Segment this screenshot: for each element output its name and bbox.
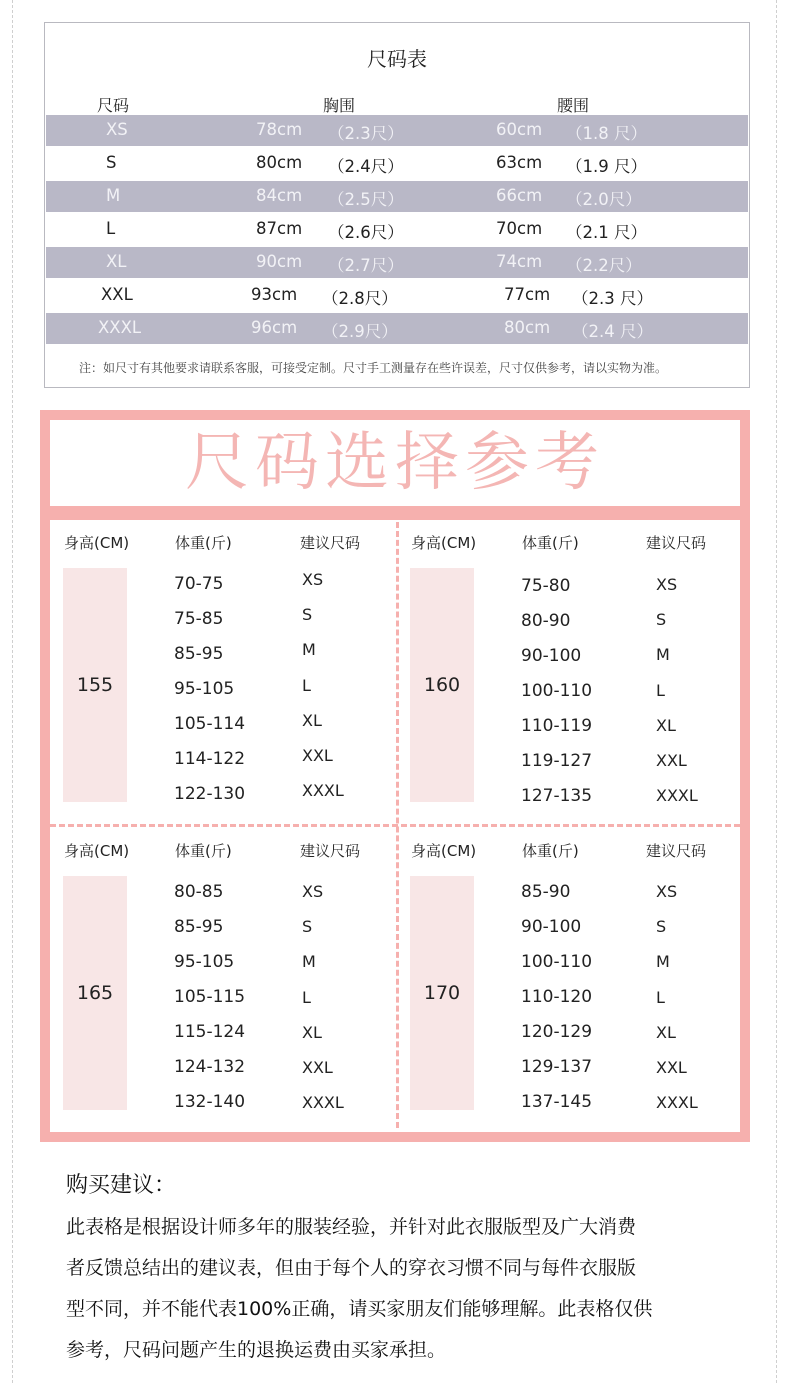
suggested-size: XS [656, 882, 678, 901]
col-size-label: 建议尺码 [646, 842, 707, 860]
weight-range: 115-124 [174, 1022, 246, 1042]
chest-cm-cell: 93cm [251, 285, 298, 304]
suggested-size: M [302, 640, 316, 659]
suggested-size: XL [656, 1023, 676, 1042]
suggested-size: S [656, 917, 667, 936]
advice-line: 者反馈总结出的建议表，但由于每个人的穿衣习惯不同与每件衣服版 [66, 1257, 637, 1279]
weight-range: 75-85 [174, 609, 224, 629]
suggested-size: M [656, 645, 670, 664]
size-cell: XS [106, 120, 128, 139]
suggested-size: L [656, 988, 665, 1007]
page-edge-right [776, 0, 777, 1383]
chest-chi-cell: （2.6尺） [328, 223, 404, 242]
weight-range: 114-122 [174, 749, 246, 769]
size-chart-title: 尺码表 [367, 47, 427, 71]
suggested-size: M [656, 952, 670, 971]
size-cell: XXXL [98, 318, 142, 337]
advice-line: 参考，尺码问题产生的退换运费由买家承担。 [66, 1339, 447, 1361]
chest-cm-cell: 80cm [256, 153, 303, 172]
weight-range: 119-127 [521, 751, 593, 771]
weight-range: 110-120 [521, 987, 593, 1007]
col-height-label: 身高(CM) [411, 534, 477, 552]
weight-range: 70-75 [174, 574, 224, 594]
weight-range: 120-129 [521, 1022, 593, 1042]
table-row [46, 247, 748, 278]
weight-range: 75-80 [521, 576, 571, 596]
advice-text [66, 1207, 756, 1371]
suggested-size: XL [302, 1023, 322, 1042]
suggested-size: XS [302, 570, 324, 589]
divider-horizontal [50, 824, 740, 827]
waist-chi-cell: （1.8 尺） [566, 124, 647, 143]
weight-range: 122-130 [174, 784, 246, 804]
weight-range: 105-114 [174, 714, 246, 734]
waist-chi-cell: （2.3 尺） [572, 289, 653, 308]
suggested-size: XL [302, 711, 322, 730]
height-value: 165 [76, 982, 114, 1004]
waist-cm-cell: 74cm [496, 252, 543, 271]
suggested-size: L [302, 676, 311, 695]
size-cell: XXL [101, 285, 133, 304]
waist-cm-cell: 77cm [504, 285, 551, 304]
page-edge-left [12, 0, 13, 1383]
size-chart [44, 22, 750, 388]
table-row [46, 313, 748, 344]
height-box [410, 568, 474, 802]
waist-chi-cell: （1.9 尺） [566, 157, 647, 176]
weight-range: 80-90 [521, 611, 571, 631]
suggested-size: XXXL [302, 1093, 344, 1112]
chest-chi-cell: （2.4尺） [328, 157, 404, 176]
suggested-size: XXXL [656, 1093, 698, 1112]
weight-range: 85-95 [174, 644, 224, 664]
weight-range: 100-110 [521, 681, 593, 701]
size-cell: S [106, 153, 117, 172]
waist-chi-cell: （2.1 尺） [566, 223, 647, 242]
suggested-size: XL [656, 716, 676, 735]
col-weight-label: 体重(斤) [175, 534, 232, 552]
weight-range: 129-137 [521, 1057, 593, 1077]
size-chart-note: 注：如尺寸有其他要求请联系客服，可接受定制。尺寸手工测量存在些许误差，尺寸仅供参考，请以实物为准。 [79, 361, 668, 375]
table-row [46, 148, 748, 179]
height-value: 155 [76, 674, 114, 696]
col-size-label: 建议尺码 [646, 534, 707, 552]
suggested-size: XS [656, 575, 678, 594]
weight-range: 80-85 [174, 882, 224, 902]
header-waist: 腰围 [557, 96, 590, 115]
col-size-label: 建议尺码 [300, 534, 361, 552]
suggested-size: S [656, 610, 667, 629]
waist-chi-cell: （2.4 尺） [572, 322, 653, 341]
waist-chi-cell: （2.0尺） [566, 190, 642, 209]
height-box [63, 568, 127, 802]
chest-cm-cell: 90cm [256, 252, 303, 271]
size-guide-header [50, 420, 740, 506]
height-value: 160 [423, 674, 461, 696]
chest-cm-cell: 78cm [256, 120, 303, 139]
weight-range: 124-132 [174, 1057, 246, 1077]
col-weight-label: 体重(斤) [522, 842, 579, 860]
weight-range: 105-115 [174, 987, 246, 1007]
weight-range: 110-119 [521, 716, 593, 736]
weight-range: 132-140 [174, 1092, 246, 1112]
size-cell: L [106, 219, 116, 238]
height-box [63, 876, 127, 1110]
weight-range: 85-90 [521, 882, 571, 902]
weight-range: 100-110 [521, 952, 593, 972]
waist-cm-cell: 66cm [496, 186, 543, 205]
table-row [46, 115, 748, 146]
col-height-label: 身高(CM) [64, 842, 130, 860]
waist-chi-cell: （2.2尺） [566, 256, 642, 275]
height-box [410, 876, 474, 1110]
table-row [46, 214, 748, 245]
chest-chi-cell: （2.7尺） [328, 256, 404, 275]
suggested-size: M [302, 952, 316, 971]
chest-chi-cell: （2.5尺） [328, 190, 404, 209]
table-row [46, 280, 748, 311]
height-value: 170 [423, 982, 461, 1004]
col-weight-label: 体重(斤) [175, 842, 232, 860]
col-weight-label: 体重(斤) [522, 534, 579, 552]
weight-range: 95-105 [174, 952, 235, 972]
chest-chi-cell: （2.8尺） [322, 289, 398, 308]
advice-line: 此表格是根据设计师多年的服装经验，并针对此衣服版型及广大消费 [66, 1216, 637, 1238]
suggested-size: XXL [302, 746, 333, 765]
weight-range: 137-145 [521, 1092, 593, 1112]
weight-range: 95-105 [174, 679, 235, 699]
suggested-size: L [302, 988, 311, 1007]
col-size-label: 建议尺码 [300, 842, 361, 860]
suggested-size: XXL [656, 751, 687, 770]
waist-cm-cell: 60cm [496, 120, 543, 139]
waist-cm-cell: 63cm [496, 153, 543, 172]
chest-chi-cell: （2.3尺） [328, 124, 404, 143]
chest-cm-cell: 84cm [256, 186, 303, 205]
col-height-label: 身高(CM) [411, 842, 477, 860]
weight-range: 85-95 [174, 917, 224, 937]
suggested-size: XXL [302, 1058, 333, 1077]
header-chest: 胸围 [323, 96, 356, 115]
weight-range: 90-100 [521, 917, 582, 937]
suggested-size: XS [302, 882, 324, 901]
col-height-label: 身高(CM) [64, 534, 130, 552]
waist-cm-cell: 80cm [504, 318, 551, 337]
weight-range: 127-135 [521, 786, 593, 806]
suggested-size: S [302, 917, 313, 936]
size-cell: XL [106, 252, 127, 271]
table-row [46, 181, 748, 212]
advice-title: 购买建议： [66, 1173, 177, 1198]
suggested-size: XXXL [302, 781, 344, 800]
size-cell: M [106, 186, 121, 205]
chest-cm-cell: 96cm [251, 318, 298, 337]
header-size: 尺码 [97, 96, 130, 115]
advice-line: 型不同，并不能代表100%正确，请买家朋友们能够理解。此表格仅供 [66, 1298, 653, 1320]
suggested-size: XXXL [656, 786, 698, 805]
chest-chi-cell: （2.9尺） [322, 322, 398, 341]
suggested-size: L [656, 681, 665, 700]
size-guide-title: 尺码选择参考 [185, 426, 605, 500]
suggested-size: S [302, 605, 313, 624]
weight-range: 90-100 [521, 646, 582, 666]
chest-cm-cell: 87cm [256, 219, 303, 238]
waist-cm-cell: 70cm [496, 219, 543, 238]
suggested-size: XXL [656, 1058, 687, 1077]
